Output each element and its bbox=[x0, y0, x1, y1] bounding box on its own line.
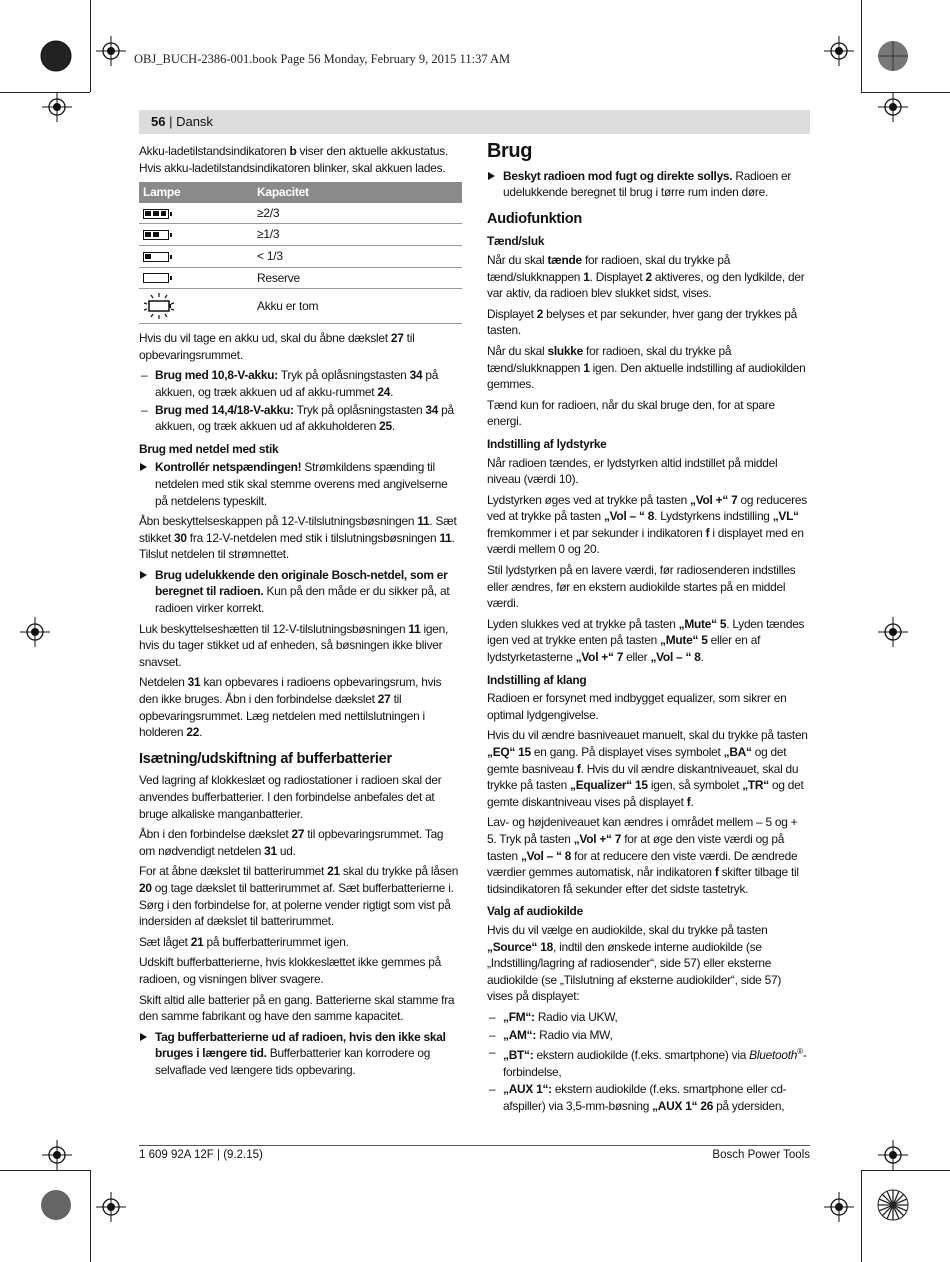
paragraph: Lav- og højdeniveauet kan ændres i området mellem – 5 og + 5. Tryk på tasten „Vol +“ 7 for at øge den viste værdi og på tasten „Vol – “ 8 for at reducere den viste værdi. De ændrede værdier gemmes automatisk, når indikatoren f skifter tilbage til tidsindikatoren få sekunder efter det sidste tastetryk. bbox=[487, 815, 799, 896]
page-header-separator: | bbox=[165, 114, 177, 129]
table-header: Lampe bbox=[139, 182, 253, 203]
crosshair-mark-icon bbox=[878, 617, 908, 647]
paragraph: Udskift bufferbatterierne, hvis klokkeslættet ikke gemmes på radioen, og visningen bliver svagere. bbox=[139, 955, 442, 986]
battery-blinking-icon bbox=[143, 291, 177, 321]
crosshair-mark-icon bbox=[824, 1192, 854, 1222]
list-item: – „FM“: Radio via UKW, bbox=[489, 1009, 618, 1024]
warning-item: Tag bufferbatterierne ud af radioen, hvis den ikke skal bruges i længere tid. Bufferbatterier kan korrodere og selvaflade ved længere tids opbevaring. bbox=[139, 1029, 462, 1079]
list-item: – Brug med 10,8-V-akku: Tryk på oplåsningstasten 34 på akkuen, og træk akkuen ud af akku-rummet 24. bbox=[141, 368, 439, 399]
table-header-row bbox=[139, 182, 462, 203]
list-item: – „BT“: ekstern audiokilde (f.eks. smartphone) via Bluetooth®-forbindelse, bbox=[489, 1045, 807, 1079]
paragraph: Stil lydstyrken på en lavere værdi, før radiosenderen indstilles eller ændres, før en ekstern audiokilde startes på en middel værdi. bbox=[487, 563, 796, 611]
crosshair-mark-icon bbox=[96, 1192, 126, 1222]
table-row bbox=[139, 245, 462, 267]
capacity-table bbox=[139, 182, 462, 324]
warning-item: Brug udelukkende den originale Bosch-netdel, som er beregnet til radioen. Kun på den måde er du sikker på, at radioen virker korrekt. bbox=[139, 567, 462, 617]
crop-line bbox=[90, 1170, 91, 1262]
crop-line bbox=[861, 1170, 950, 1171]
paragraph: Lyden slukkes ved at trykke på tasten „Mute“ 5. Lyden tændes igen ved at trykke enten på tasten „Mute“ 5 eller en af lydstyrketasterne „Vol +“ 7 eller „Vol – “ 8. bbox=[487, 616, 805, 665]
section-heading: Isætning/udskiftning af bufferbatterier bbox=[139, 750, 392, 767]
registration-mark-icon bbox=[873, 1185, 913, 1225]
paragraph: Når du skal tænde for radioen, skal du trykke på tænd/slukknappen 1. Displayet 2 aktiveres, og den lydkilde, der var aktiv, da radioen blev slukket sidst, vises. bbox=[487, 252, 805, 301]
paragraph: Ved lagring af klokkeslæt og radiostationer i radioen skal der anvendes bufferbatterier. I den forbindelse anbefales det at bruge alkaliske manganbatterier. bbox=[139, 773, 442, 821]
battery-two-thirds-icon bbox=[143, 230, 169, 240]
crosshair-mark-icon bbox=[878, 92, 908, 122]
crosshair-mark-icon bbox=[824, 36, 854, 66]
page-header bbox=[139, 110, 810, 134]
paragraph: Hvis du vil ændre basniveauet manuelt, skal du trykke på tasten „EQ“ 15 en gang. På displayet vises symbolet „BA“ og det gemte basniveau f. Hvis du vil ændre diskantniveauet, skal du trykke på tasten „Equalizer“ 15 igen, så symbolet „TR“ og det gemte diskantniveau vises på displayet f. bbox=[487, 728, 808, 809]
list-item: – Brug med 14,4/18-V-akku: Tryk på oplåsningstasten 34 på akkuen, og træk akkuen ud af akkuholderen 25. bbox=[141, 402, 454, 434]
table-cell: Akku er tom bbox=[253, 289, 462, 324]
paragraph: Åbn i den forbindelse dækslet 27 til opbevaringsrummet. Tag om nødvendigt netdelen 31 ud. bbox=[139, 827, 444, 858]
table-cell: ≥1/3 bbox=[253, 224, 462, 246]
paragraph: Hvis du vil tage en akku ud, skal du åbne dækslet 27 til opbevaringsrummet. bbox=[139, 331, 415, 362]
paragraph: Sæt låget 21 på bufferbatterirummet igen. bbox=[139, 934, 349, 949]
arrow-bullet-icon bbox=[488, 172, 495, 180]
subsection-heading: Valg af audiokilde bbox=[487, 904, 583, 919]
crop-line bbox=[0, 1170, 90, 1171]
registration-mark-icon bbox=[873, 36, 913, 76]
table-row bbox=[139, 267, 462, 289]
warning-item: Beskyt radioen mod fugt og direkte sollys. Radioen er udelukkende beregnet til brug i tørre rum inden døre. bbox=[487, 168, 809, 201]
table-row bbox=[139, 289, 462, 324]
warning-item: Kontrollér netspændingen! Strømkildens spænding til netdelen med stik skal stemme overens med angivelserne på netdelens typeskilt. bbox=[139, 459, 462, 509]
battery-full-icon bbox=[143, 209, 169, 219]
arrow-bullet-icon bbox=[140, 1033, 147, 1041]
page-number: 56 bbox=[151, 114, 166, 129]
footer-divider bbox=[139, 1145, 810, 1146]
crop-line bbox=[861, 1170, 862, 1262]
registration-mark-icon bbox=[36, 1185, 76, 1225]
list-item: – „AM“: Radio via MW, bbox=[489, 1027, 613, 1042]
paragraph: Radioen er forsynet med indbygget equalizer, som sikrer en optimal lydgengivelse. bbox=[487, 691, 787, 722]
paragraph: Åbn beskyttelseskappen på 12-V-tilslutningsbøsningen 11. Sæt stikket 30 fra 12-V-netdelen med stik i tilslutningsbøsningen 11. Tilslut netdelen til strømnettet. bbox=[139, 514, 457, 562]
crosshair-mark-icon bbox=[42, 1140, 72, 1170]
crop-line bbox=[90, 0, 91, 92]
footer-code: 1 609 92A 12F | (9.2.15) bbox=[139, 1149, 263, 1161]
paragraph: Skift altid alle batterier på en gang. Batterierne skal stamme fra den samme fabrikant og have den samme kapacitet. bbox=[139, 992, 455, 1024]
paragraph: Tænd kun for radioen, når du skal bruge den, for at spare energi. bbox=[487, 397, 775, 429]
paragraph: Hvis du vil vælge en audiokilde, skal du trykke på tasten „Source“ 18, indtil den ønskede interne audiokilde (se „Indstilling/lagring af radiosender“, side 57) eller eksterne audiokilde (se „Tilslutning af eksterne audiokilder“, side 57) vises på displayet: bbox=[487, 922, 782, 1004]
subsection-heading: Indstilling af lydstyrke bbox=[487, 436, 607, 451]
table-row bbox=[139, 203, 462, 224]
arrow-bullet-icon bbox=[140, 463, 147, 471]
table-cell: Reserve bbox=[253, 267, 462, 289]
footer-brand: Bosch Power Tools bbox=[712, 1149, 810, 1161]
paragraph: Displayet 2 belyses et par sekunder, hver gang der trykkes på tasten. bbox=[487, 306, 797, 338]
battery-one-third-icon bbox=[143, 252, 169, 262]
book-header: OBJ_BUCH-2386-001.book Page 56 Monday, February 9, 2015 11:37 AM bbox=[134, 52, 511, 66]
paragraph: Når radioen tændes, er lydstyrken altid indstillet på middel niveau (værdi 10). bbox=[487, 455, 778, 487]
arrow-bullet-icon bbox=[140, 571, 147, 579]
subsection-heading: Tænd/sluk bbox=[487, 234, 545, 249]
crosshair-mark-icon bbox=[96, 36, 126, 66]
right-column bbox=[487, 140, 809, 1115]
table-row bbox=[139, 224, 462, 246]
page-header-text bbox=[151, 114, 213, 129]
list-item: – „AUX 1“: ekstern audiokilde (f.eks. smartphone eller cd-afspiller) via 3,5-mm-bøsning „AUX 1“ 26 på ydersiden, bbox=[489, 1082, 787, 1113]
paragraph: Lydstyrken øges ved at trykke på tasten „Vol +“ 7 og reduceres ved at trykke på tasten „Vol – “ 8. Lydstyrkens indstilling „VL“ fremkommer i et par sekunder i indikatoren f i displayet med en værdi mellem 0 og 20. bbox=[487, 492, 807, 557]
section-heading: Brug med netdel med stik bbox=[139, 441, 279, 456]
crosshair-mark-icon bbox=[42, 92, 72, 122]
crosshair-mark-icon bbox=[878, 1140, 908, 1170]
table-header: Kapacitet bbox=[253, 182, 462, 203]
intro-paragraph: Akku-ladetilstandsindikatoren b viser den aktuelle akkustatus. Hvis akku-ladetilstandsindikatoren blinker, skal akkuen lades. bbox=[139, 144, 449, 175]
registration-mark-icon bbox=[36, 36, 76, 76]
battery-empty-icon bbox=[143, 273, 169, 283]
paragraph: Luk beskyttelseshætten til 12-V-tilslutningsbøsningen 11 igen, hvis du tager stikket ud af enheden, så bøsningen ikke bliver snavset. bbox=[139, 621, 449, 669]
chapter-heading: Brug bbox=[487, 140, 533, 162]
left-column bbox=[139, 143, 462, 1083]
table-cell: < 1/3 bbox=[253, 245, 462, 267]
section-heading: Audiofunktion bbox=[487, 210, 583, 227]
paragraph: Netdelen 31 kan opbevares i radioens opbevaringsrum, hvis den ikke bruges. Åbn i den forbindelse dækslet 27 til opbevaringsrummet. Læg netdelen med nettilslutningen i holderen 22. bbox=[139, 675, 442, 740]
paragraph: Når du skal slukke for radioen, skal du trykke på tænd/slukknappen 1 igen. Den aktuelle indstilling af audiokilden gemmes. bbox=[487, 343, 806, 392]
paragraph: For at åbne dækslet til batterirummet 21 skal du trykke på låsen 20 og tage dækslet til batterirummet af. Sæt bufferbatterierne i. Sørg i den forbindelse for, at polerne vender rigtigt som vist på indersiden af dækslet til batterirummet. bbox=[139, 864, 459, 929]
subsection-heading: Indstilling af klang bbox=[487, 672, 587, 687]
crosshair-mark-icon bbox=[20, 617, 50, 647]
page-language: Dansk bbox=[176, 114, 213, 129]
crop-line bbox=[861, 0, 862, 92]
table-cell: ≥2/3 bbox=[253, 203, 462, 224]
